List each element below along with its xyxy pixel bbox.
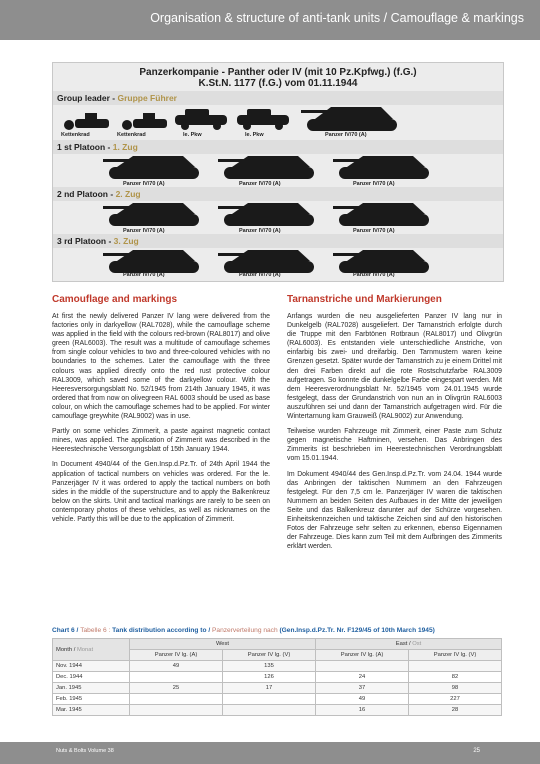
paragraph: Im Dokument 4940/44 des Gen.Insp.d.Pz.Tr. vom 24.04. 1944 wurde das Anbringen der taktischen Nummern an den Fahrzeugen festgelegt. Für den 7,5 cm le. Panzerjäger IV waren die taktischen Nummern an beiden Seiten des Aufbaues in der Mitte der jeweiligen Seite und das Balkenkreuz darunter auf der Schürze vorgesehen. Einheitskennzeichen und taktische Zeichen sind auf den historischen Fotos der Fahrzeuge sehr selten zu erkennen, ebenso Eigennamen der Fahrzeuge. Dies kann zum Teil mit dem Aufbringen des Zimmerits erklärt werden.	[287, 470, 502, 551]
column-header: Panzer IV lg. (V)	[223, 650, 316, 661]
group-leader-en: Group leader -	[57, 93, 118, 103]
platoon-label-de: 2. Zug	[115, 189, 141, 199]
vehicle-caption: Kettenkrad	[61, 132, 90, 138]
table-row	[53, 705, 502, 716]
vehicle-caption: Panzer IV/70 (A)	[239, 228, 281, 234]
table-cell: 82	[409, 672, 502, 683]
table-cell: 98	[409, 683, 502, 694]
vehicle-caption: Panzer IV/70 (A)	[325, 132, 367, 138]
west-header: West	[130, 639, 316, 650]
paragraph: In Document 4940/44 of the Gen.Insp.d.Pz.Tr. of 24th April 1944 the application of tactical numbers on vehicles was ordered. For the le. Panzerjäger IV it was ordered to apply the tactical numbers on both sides in the middle of the superstructure and to apply the Balkenkreuz below on the skirts. Unit and tactical markings are rarely to be seen on contemporary photos of these vehicles, as well as nicknames on the vehicle. Partly this will be due to the application of Zimmerit.	[52, 461, 270, 523]
vehicle-caption: Panzer IV/70 (A)	[239, 272, 281, 278]
car-icon	[173, 107, 231, 131]
table-cell: Dec. 1944	[53, 672, 130, 683]
table-cell: 25	[130, 683, 223, 694]
table-title-en: Tank distribution according to /	[112, 627, 212, 634]
vehicle-caption: le. Pkw	[183, 132, 202, 138]
vehicle-caption: Panzer IV/70 (A)	[353, 272, 395, 278]
vehicle-caption: Panzer IV/70 (A)	[123, 272, 165, 278]
left-column-text	[52, 312, 270, 530]
paragraph: Anfangs wurden die neu ausgelieferten Panzer IV lang nur in Dunkelgelb (RAL7028) ausgeliefert. Der Tarnanstrich erfolgte durch die Truppe mit den Farbtönen Rotbraun (RAL8017) und Olivgrün (RAL6003). Es entstanden viele unterschiedliche Anstriche, von einfarbig bis zwei- und dreifarbig. Den Tarnmustern waren keine Grenzen gesetzt. Später wurde der Tarnanstrich zu je einem Drittel mit den drei Farben direkt auf die rote Rostschutzfarbe RAL3009 aufgetragen. So konnte die dunkelgelbe Farbe eingespart werden. Mit dem Heeresverordnungsblatt Nr. 52/1945 vom 24.01.1945 wurde festgelegt, dass der Grundanstrich von nun an in Olivgrün RAL6003 auszuführen sei und dann der Tarnanstrich aufgetragen wird. Für die Wintertarnung kam Grauweiß (RAL9002) zur Anwendung.	[287, 313, 502, 421]
tank-destroyer-icon	[103, 151, 223, 181]
vehicle-caption: le. Pkw	[245, 132, 264, 138]
month-header	[53, 639, 130, 661]
tank-destroyer-icon	[333, 198, 453, 228]
table-cell: 49	[130, 661, 223, 672]
footer-publication: Nuts & Bolts Volume 38	[56, 748, 114, 754]
table-header-row	[53, 639, 502, 650]
vehicle-caption: Panzer IV/70 (A)	[123, 181, 165, 187]
table-cell	[316, 661, 409, 672]
column-header: Panzer IV lg. (V)	[409, 650, 502, 661]
table-row	[53, 683, 502, 694]
table-cell: 17	[223, 683, 316, 694]
tank-destroyer-icon	[301, 101, 421, 133]
table-cell	[223, 705, 316, 716]
month-header-en: Month /	[56, 646, 77, 653]
table-row	[53, 672, 502, 683]
tank-destroyer-icon	[103, 245, 223, 275]
right-heading: Tarnanstriche und Markierungen	[287, 294, 442, 305]
tank-destroyer-icon	[218, 151, 338, 181]
table-cell: Jan. 1945	[53, 683, 130, 694]
vehicle-caption: Panzer IV/70 (A)	[239, 181, 281, 187]
table-cell: Mar. 1945	[53, 705, 130, 716]
paragraph: At first the newly delivered Panzer IV lang were delivered from the factories only in darkyellow (RAL7028), while the camouflage scheme was applied in the field with the colours red-brown (RAL8017) and olive green (RAL6003). The result was a multitude of camouflage schemes from single colour vehicles to two and three-coloured vehicles with no boundaries to the schemes. Later the camouflage with the three colours was applied directly onto the red rust protective colour RAL3009, which saved some of the darkyellow colour. With the Heeresversorgungsblatt No. 52/1945 from 214th January 1945, it was ordered that from now on olivegreen RAL 6003 should be used as base colour, on which the camouflage schemes had to be applied. For winter camouflage greywhite (RAL9002) was in use.	[52, 313, 270, 421]
organisation-diagram	[52, 62, 504, 282]
left-heading: Camouflage and markings	[52, 294, 178, 305]
table-cell: Feb. 1945	[53, 694, 130, 705]
table-cell: Nov. 1944	[53, 661, 130, 672]
car-icon	[235, 107, 293, 131]
table-title-source: (Gen.Insp.d.Pz.Tr. Nr. F129/45 of 10th March 1945)	[279, 627, 435, 634]
diagram-title: Panzerkompanie - Panther oder IV (mit 10 Pz.Kpfwg.) (f.G.)	[139, 67, 417, 78]
platoon-label-en: 2 nd Platoon -	[57, 189, 116, 199]
platoon-label-en: 3 rd Platoon -	[57, 236, 114, 246]
column-header: Panzer IV lg. (A)	[130, 650, 223, 661]
page-footer	[0, 742, 540, 764]
east-header-de: Ost	[412, 641, 422, 647]
tank-destroyer-icon	[218, 245, 338, 275]
table-cell: 28	[409, 705, 502, 716]
group-leader-de: Gruppe Führer	[117, 93, 177, 103]
tank-destroyer-icon	[218, 198, 338, 228]
tank-destroyer-icon	[333, 245, 453, 275]
table-cell: 135	[223, 661, 316, 672]
table-title-de: Tabelle 6 :	[80, 627, 113, 634]
month-header-de: Monat	[76, 646, 94, 653]
platoon-label-en: 1 st Platoon -	[57, 142, 113, 152]
platoon-label-de: 1. Zug	[112, 142, 138, 152]
table-cell: 37	[316, 683, 409, 694]
kettenkrad-icon	[59, 109, 119, 131]
table-cell	[130, 694, 223, 705]
vehicle-caption: Kettenkrad	[117, 132, 146, 138]
table-cell	[130, 672, 223, 683]
vehicle-caption: Panzer IV/70 (A)	[353, 181, 395, 187]
table-title	[52, 627, 435, 634]
table-title-en: Chart 6 /	[52, 627, 81, 634]
tank-destroyer-icon	[103, 198, 223, 228]
page-header	[0, 0, 540, 40]
table-cell	[223, 694, 316, 705]
table-title-de: Panzerverteilung nach	[212, 627, 280, 634]
table-row	[53, 694, 502, 705]
paragraph: Teilweise wurden Fahrzeuge mit Zimmerit, einer Paste zum Schutz gegen magnetische Haftminen, versehen. Das Anbringen des Zimmerits ist beschrieben im Heerestechnischen Verordnungsblatt vom 15.01.1944.	[287, 428, 502, 463]
diagram-subtitle: K.St.N. 1177 (f.G.) vom 01.11.1944	[198, 78, 358, 89]
table-row	[53, 661, 502, 672]
header-title: Organisation & structure of anti-tank units / Camouflage & markings	[150, 11, 524, 25]
table-cell: 16	[316, 705, 409, 716]
table-cell	[130, 705, 223, 716]
right-column-text	[287, 312, 502, 557]
table-cell	[409, 661, 502, 672]
page-number: 25	[473, 748, 480, 754]
vehicle-caption: Panzer IV/70 (A)	[123, 228, 165, 234]
vehicle-caption: Panzer IV/70 (A)	[353, 228, 395, 234]
table-cell: 49	[316, 694, 409, 705]
table-cell: 126	[223, 672, 316, 683]
tank-distribution-table	[52, 638, 502, 716]
east-header	[316, 639, 502, 650]
table-cell: 24	[316, 672, 409, 683]
column-header: Panzer IV lg. (A)	[316, 650, 409, 661]
tank-destroyer-icon	[333, 151, 453, 181]
paragraph: Partly on some vehicles Zimmerit, a paste against magnetic contact mines, was applied. The application of Zimmerit was described in the Heerestechnische Versorgungsblatt of 15th January 1944.	[52, 428, 270, 454]
kettenkrad-icon	[117, 109, 177, 131]
east-header-en: East /	[395, 641, 413, 647]
group-leader-label	[57, 93, 177, 103]
platoon-label-de: 3. Zug	[113, 236, 139, 246]
table-cell: 227	[409, 694, 502, 705]
